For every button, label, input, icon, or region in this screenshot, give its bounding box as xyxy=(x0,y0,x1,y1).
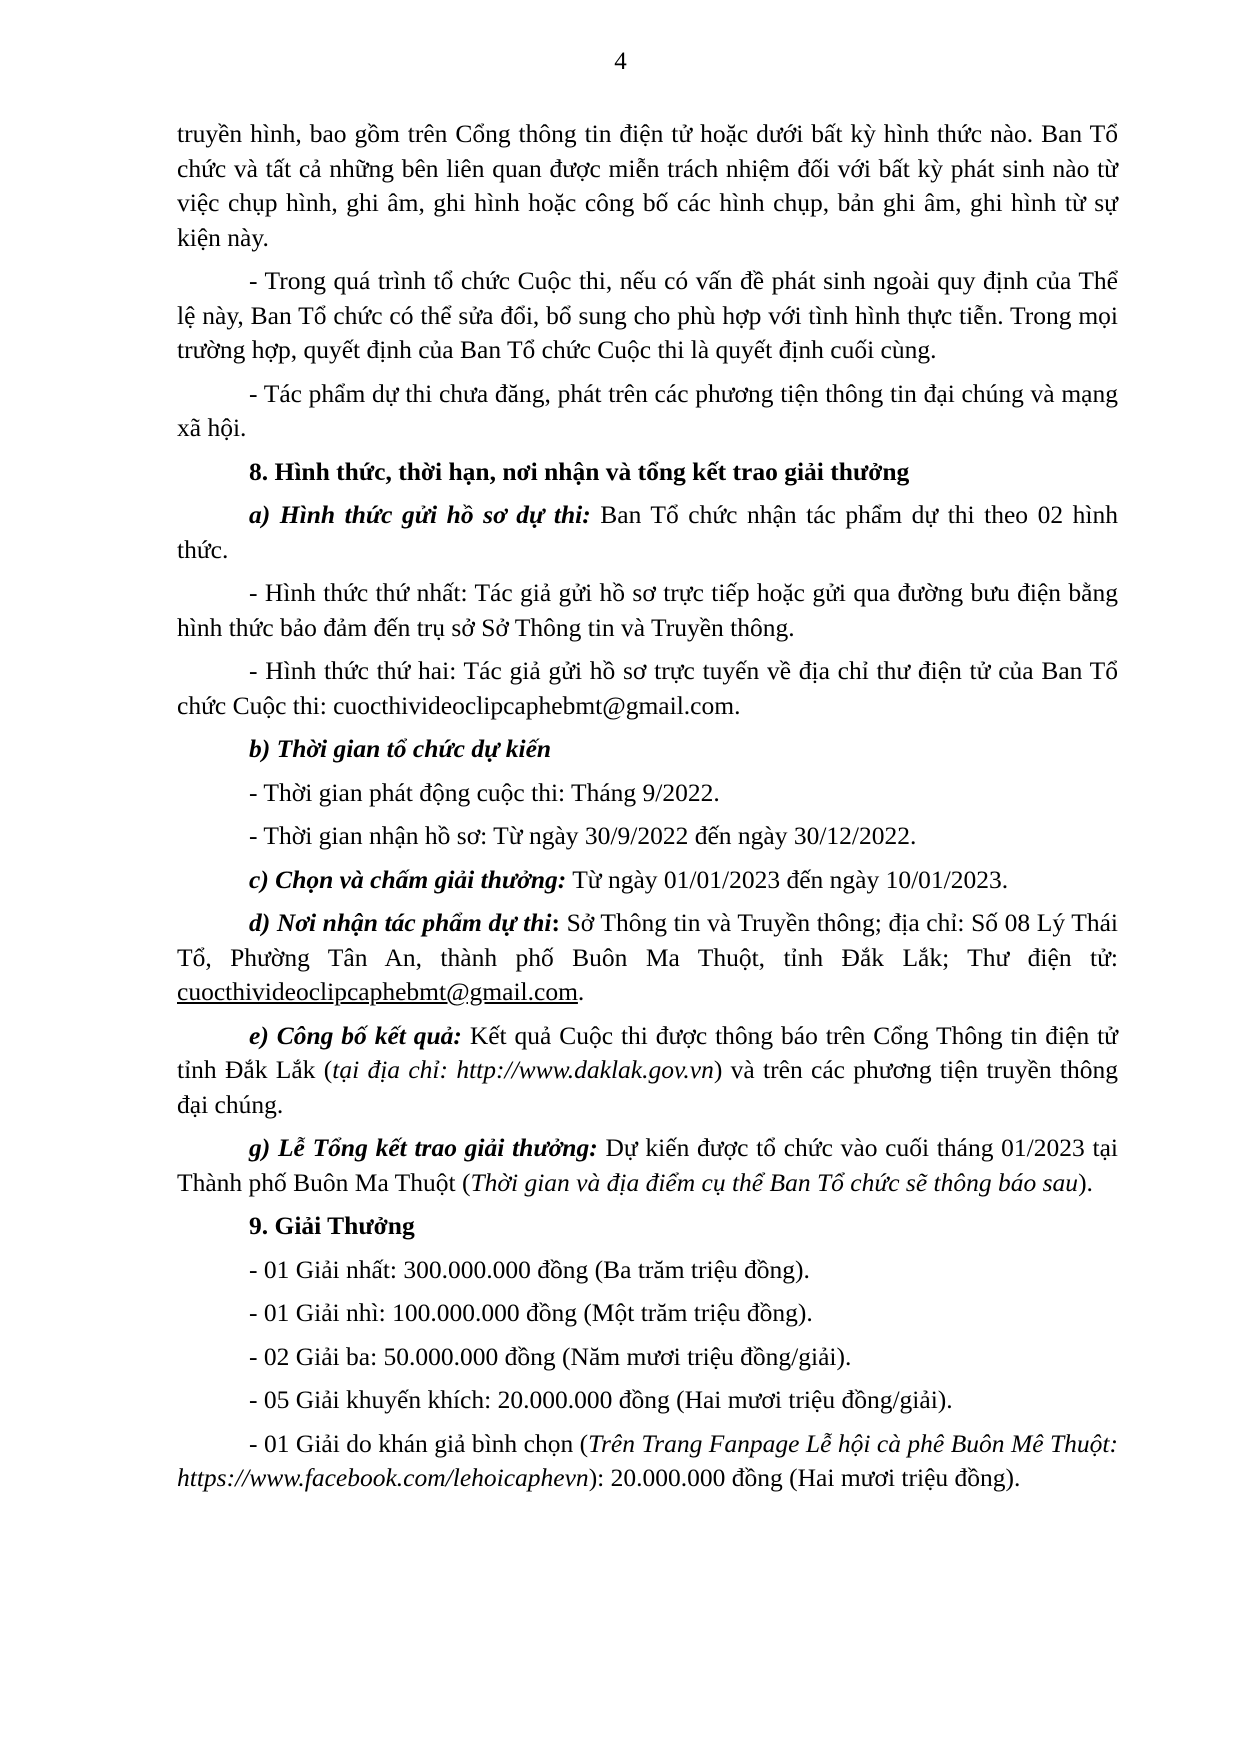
judging-label: c) Chọn và chấm giải thưởng: xyxy=(249,864,567,894)
receiving-place-label: d) Nơi nhận tác phẩm dự thi xyxy=(249,908,552,937)
section-heading-9: 9. Giải Thưởng xyxy=(249,1211,415,1240)
paragraph-unpublished-works: - Tác phẩm dự thi chưa đăng, phát trên các phương tiện thông tin đại chúng và mạng xã hội. xyxy=(177,378,1118,442)
results-text-2: ) và trên các phương tiện truyền thông đại chúng. xyxy=(177,1055,1118,1119)
prize-audience-choice xyxy=(177,1427,1118,1496)
receiving-place-text: Sở Thông tin và Truyền thông; địa chỉ: Số 08 Lý Thái Tổ, Phường Tân An, thành phố Buôn Ma Thuột, tỉnh Đắk Lắk; Thư điện tử: xyxy=(177,908,1118,972)
results-text-1: Kết quả Cuộc thi được thông báo trên Cổng Thông tin điện tử tỉnh Đắk Lắk ( xyxy=(177,1020,1119,1084)
paragraph-receiving-place xyxy=(177,906,1118,1010)
results-label: e) Công bố kết quả: xyxy=(249,1020,462,1050)
results-address: tại địa chỉ: http://www.daklak.gov.vn xyxy=(332,1055,714,1084)
paragraph-receiving-time: - Thời gian nhận hồ sơ: Từ ngày 30/9/2022 đến ngày 30/12/2022. xyxy=(249,821,917,850)
paragraph-submission-form xyxy=(177,498,1118,567)
subheading-schedule: b) Thời gian tổ chức dự kiến xyxy=(249,734,552,763)
ceremony-label: g) Lễ Tổng kết trao giải thưởng: xyxy=(249,1133,598,1162)
submission-form-text: Ban Tổ chức nhận tác phẩm dự thi theo 02 hình thức. xyxy=(177,500,1118,564)
paragraph-rule-amendment: - Trong quá trình tổ chức Cuộc thi, nếu có vấn đề phát sinh ngoài quy định của Thể lệ này, Ban Tổ chức có thể sửa đổi, bổ sung cho phù hợp với tình hình thực tiễn. Trong mọi trường hợp, quyết định của Ban Tổ chức Cuộc thi là quyết định cuối cùng. xyxy=(177,266,1118,364)
paragraph-results-announcement xyxy=(177,1019,1118,1123)
prize-encouragement: - 05 Giải khuyến khích: 20.000.000 đồng (Hai mươi triệu đồng/giải). xyxy=(249,1385,953,1414)
audience-prize-fanpage: Trên Trang Fanpage Lễ hội cà phê Buôn Mê Thuột: https://www.facebook.com/lehoicaphevn xyxy=(177,1428,1118,1492)
paragraph-award-ceremony xyxy=(177,1131,1118,1200)
submission-form-label: a) Hình thức gửi hồ sơ dự thi: xyxy=(249,500,591,529)
receiving-place-colon: : xyxy=(551,908,560,937)
page-number: 4 xyxy=(614,48,627,75)
receiving-place-end: . xyxy=(577,977,585,1006)
document-body xyxy=(177,117,1118,1505)
contact-email-link[interactable]: cuocthivideoclipcaphebmt@gmail.com xyxy=(177,977,578,1006)
section-heading-8: 8. Hình thức, thời hạn, nơi nhận và tổng kết trao giải thưởng xyxy=(249,456,910,486)
ceremony-text-2: ). xyxy=(1078,1167,1093,1197)
audience-prize-text-2: ): 20.000.000 đồng (Hai mươi triệu đồng). xyxy=(588,1463,1021,1492)
ceremony-text-1: Dự kiến được tổ chức vào cuối tháng 01/2023 tại Thành phố Buôn Ma Thuột ( xyxy=(177,1133,1118,1197)
paragraph-submission-method-2: - Hình thức thứ hai: Tác giả gửi hồ sơ trực tuyến về địa chỉ thư điện tử của Ban Tổ chức Cuộc thi: cuocthivideoclipcaphebmt@gmail.com. xyxy=(177,656,1118,720)
paragraph-launch-time: - Thời gian phát động cuộc thi: Tháng 9/2022. xyxy=(249,777,720,807)
paragraph-publicity-waiver: truyền hình, bao gồm trên Cổng thông tin điện tử hoặc dưới bất kỳ hình thức nào. Ban Tổ chức và tất cả những bên liên quan được miễn trách nhiệm đối với bất kỳ phát sinh nào từ việc chụp hình, ghi âm, ghi hình hoặc công bố các hình chụp, bản ghi âm, ghi hình từ sự kiện này. xyxy=(177,119,1118,252)
paragraph-submission-method-1: - Hình thức thứ nhất: Tác giả gửi hồ sơ trực tiếp hoặc gửi qua đường bưu điện bằng hình thức bảo đảm đến trụ sở Sở Thông tin và Truyền thông. xyxy=(177,578,1118,642)
judging-text: Từ ngày 01/01/2023 đến ngày 10/01/2023. xyxy=(566,864,1009,894)
prize-second: - 01 Giải nhì: 100.000.000 đồng (Một trăm triệu đồng). xyxy=(249,1298,813,1327)
ceremony-note: Thời gian và địa điểm cụ thể Ban Tổ chức sẽ thông báo sau xyxy=(470,1167,1079,1197)
prize-third: - 02 Giải ba: 50.000.000 đồng (Năm mươi triệu đồng/giải). xyxy=(249,1341,852,1371)
prize-first: - 01 Giải nhất: 300.000.000 đồng (Ba trăm triệu đồng). xyxy=(249,1254,810,1284)
audience-prize-text-1: - 01 Giải do khán giả bình chọn ( xyxy=(249,1428,589,1458)
paragraph-judging xyxy=(177,863,1118,898)
